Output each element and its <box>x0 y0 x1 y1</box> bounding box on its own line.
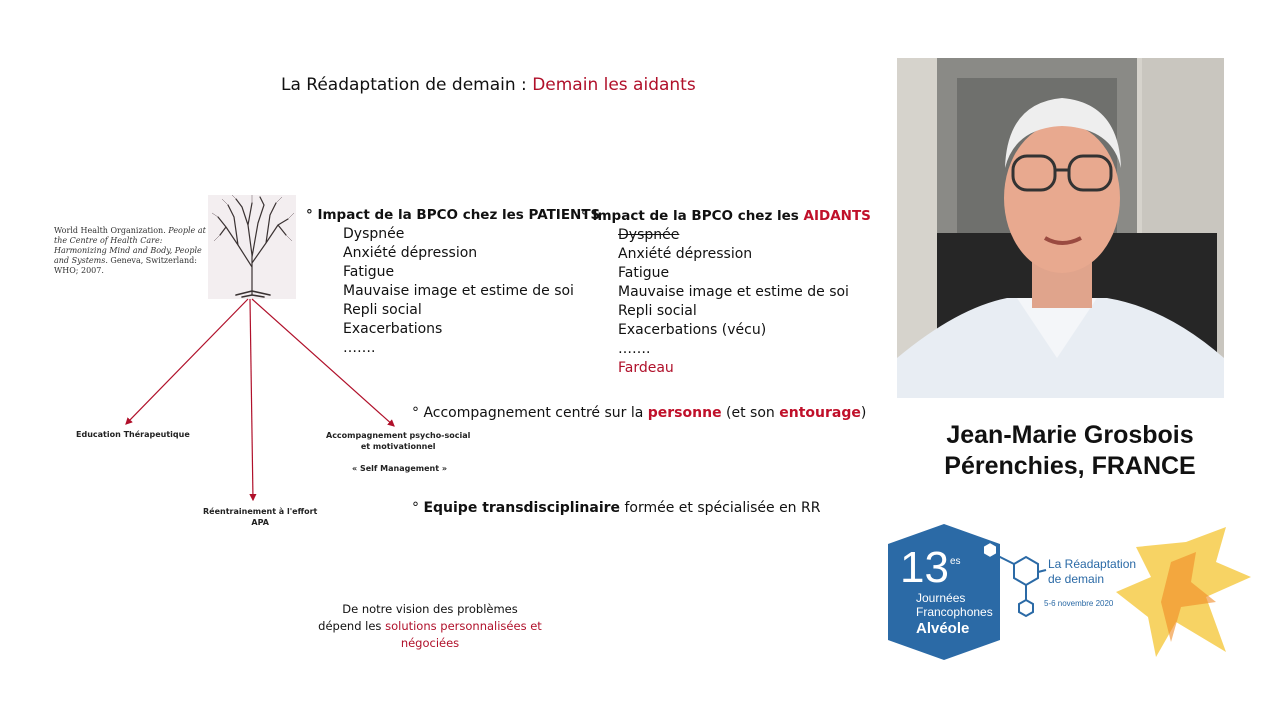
speaker-portrait <box>897 58 1224 398</box>
citation-author: World Health Organization. <box>54 226 166 235</box>
conclusion-line1: De notre vision des problèmes <box>342 602 518 616</box>
accomp-entourage: entourage <box>779 405 861 421</box>
list-item: ……. <box>618 341 651 357</box>
list-item: Mauvaise image et estime de soi <box>618 284 849 300</box>
conference-logo <box>886 522 1256 667</box>
psycho-line1: Accompagnement psycho-social <box>326 431 471 440</box>
list-item: ……. <box>343 340 376 356</box>
conclusion-text <box>300 601 560 652</box>
equipe-prefix: ° <box>412 500 424 516</box>
reent-line2: APA <box>251 518 269 527</box>
logo-dates: 5-6 novembre 2020 <box>1044 599 1114 608</box>
logo-tagline2: de demain <box>1048 572 1105 586</box>
list-item: Exacerbations (vécu) <box>618 322 767 338</box>
accompagnement-bullet <box>412 405 866 421</box>
highlight-list-item: Fardeau <box>618 360 674 376</box>
list-item: Dyspnée <box>343 226 405 242</box>
label-self-management: « Self Management » <box>352 464 447 473</box>
conclusion-highlight: solutions personnalisées et négociées <box>385 619 542 650</box>
accomp-middle: (et son <box>721 405 780 421</box>
list-item: Anxiété dépression <box>343 245 478 261</box>
logo-tagline1: La Réadaptation <box>1048 557 1137 571</box>
citation-details: Geneva, Switzerland: WHO; 2007. <box>54 256 197 275</box>
slide-title-prefix: La Réadaptation de demain : <box>281 75 533 95</box>
logo-line2: Francophones <box>916 605 993 619</box>
list-item: Fatigue <box>618 265 670 281</box>
speaker-caption <box>905 420 1235 482</box>
slide-title-highlight: Demain les aidants <box>532 75 696 95</box>
logo-edition-suffix: es <box>950 556 961 567</box>
struck-list-item: Dyspnée <box>618 227 680 243</box>
equipe-bold: Equipe transdisciplinaire <box>423 500 621 516</box>
conclusion-line2-prefix: dépend les <box>318 619 386 633</box>
arrow-education <box>126 299 248 424</box>
label-reentrainement <box>203 506 317 528</box>
label-psycho-social <box>326 430 470 452</box>
logo-line3: Alvéole <box>916 620 970 637</box>
conclusion-line2 <box>300 618 560 652</box>
speaker-video <box>897 58 1224 398</box>
aidants-heading-prefix: ° Impact de la BPCO chez les <box>581 208 804 224</box>
logo-edition: 13 <box>900 543 949 592</box>
aidants-heading <box>581 207 871 226</box>
list-item: Mauvaise image et estime de soi <box>343 283 574 299</box>
citation-work: People at the Centre of Health Care: Harmonizing Mind and Body, People and Systems. <box>54 226 206 265</box>
list-item: Anxiété dépression <box>618 246 753 262</box>
accomp-suffix: ) <box>860 405 867 421</box>
patients-heading: ° Impact de la BPCO chez les PATIENTS <box>306 207 601 223</box>
equipe-suffix: formée et spécialisée en RR <box>620 500 821 516</box>
reent-line1: Réentrainement à l'effort <box>203 507 318 516</box>
patients-impact-list <box>306 206 601 358</box>
list-item: Fatigue <box>343 264 395 280</box>
speaker-name: Jean-Marie Grosbois <box>946 421 1194 449</box>
who-citation <box>54 226 208 276</box>
psycho-line2: et motivationnel <box>360 442 436 451</box>
equipe-bullet <box>412 500 820 516</box>
speaker-location: Pérenchies, FRANCE <box>944 452 1196 480</box>
aidants-impact-list <box>581 207 871 378</box>
accomp-personne: personne <box>647 405 722 421</box>
list-item: Repli social <box>343 302 422 318</box>
label-education: Education Thérapeutique <box>76 430 190 439</box>
logo-line1: Journées <box>916 591 966 605</box>
list-item: Exacerbations <box>343 321 443 337</box>
accomp-prefix: ° Accompagnement centré sur la <box>412 405 648 421</box>
list-item: Repli social <box>618 303 697 319</box>
aidants-heading-highlight: AIDANTS <box>803 208 871 224</box>
arrow-reentrainement <box>250 299 253 500</box>
